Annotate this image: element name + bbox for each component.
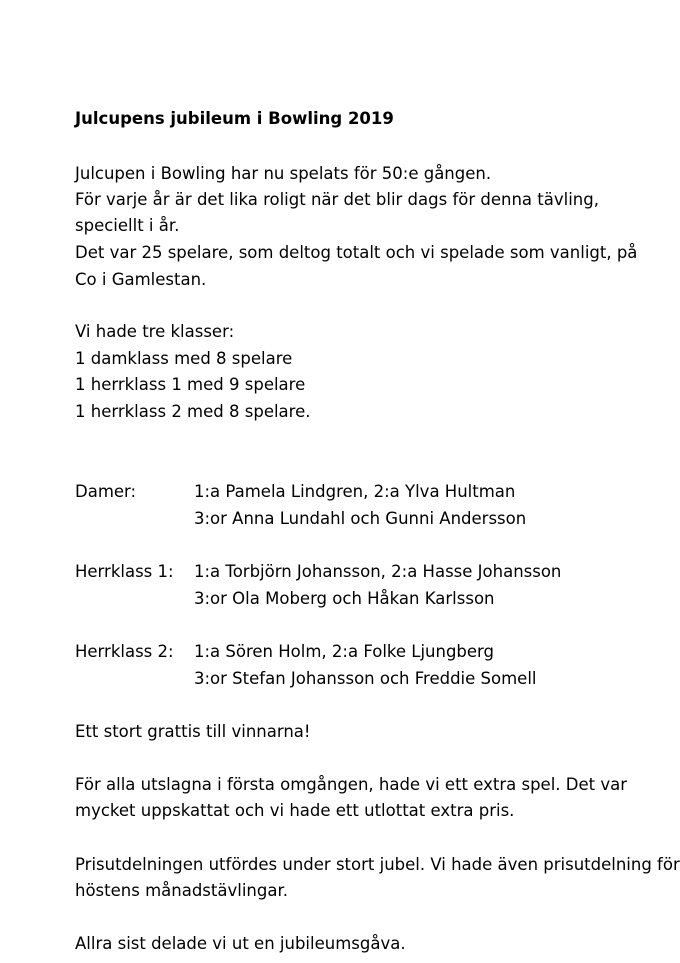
document-title: Julcupens jubileum i Bowling 2019 — [75, 109, 394, 128]
intro-line-2: För varje år är det lika roligt när det blir dags för denna tävling, — [75, 190, 599, 209]
result-label-herrklass-2: Herrklass 2: — [75, 642, 174, 661]
prize-line-1: Prisutdelningen utfördes under stort jubel. Vi hade även prisutdelning för — [75, 855, 680, 874]
intro-line-3: speciellt i år. — [75, 216, 180, 235]
result-line-herrklass-1-2: 3:or Ola Moberg och Håkan Karlsson — [194, 589, 495, 608]
result-label-herrklass-1: Herrklass 1: — [75, 562, 174, 581]
classes-item-2: 1 herrklass 1 med 9 spelare — [75, 375, 306, 394]
intro-line-4: Det var 25 spelare, som deltog totalt och vi spelade som vanligt, på — [75, 243, 638, 262]
result-line-damer-2: 3:or Anna Lundahl och Gunni Andersson — [194, 509, 527, 528]
result-line-herrklass-1-1: 1:a Torbjörn Johansson, 2:a Hasse Johansson — [194, 562, 562, 581]
classes-item-1: 1 damklass med 8 spelare — [75, 349, 293, 368]
classes-heading: Vi hade tre klasser: — [75, 322, 235, 341]
result-line-herrklass-2-1: 1:a Sören Holm, 2:a Folke Ljungberg — [194, 642, 495, 661]
result-line-herrklass-2-2: 3:or Stefan Johansson och Freddie Somell — [194, 669, 537, 688]
extra-line-1: För alla utslagna i första omgången, hade vi ett extra spel. Det var — [75, 775, 628, 794]
classes-item-3: 1 herrklass 2 med 8 spelare. — [75, 402, 311, 421]
congrats-text: Ett stort grattis till vinnarna! — [75, 722, 311, 741]
result-line-damer-1: 1:a Pamela Lindgren, 2:a Ylva Hultman — [194, 482, 516, 501]
intro-line-1: Julcupen i Bowling har nu spelats för 50:e gången. — [75, 164, 492, 183]
result-label-damer: Damer: — [75, 482, 137, 501]
closing-text: Allra sist delade vi ut en jubileumsgåva. — [75, 934, 406, 953]
extra-line-2: mycket uppskattat och vi hade ett utlottat extra pris. — [75, 801, 515, 820]
prize-line-2: höstens månadstävlingar. — [75, 881, 288, 900]
intro-line-5: Co i Gamlestan. — [75, 270, 207, 289]
